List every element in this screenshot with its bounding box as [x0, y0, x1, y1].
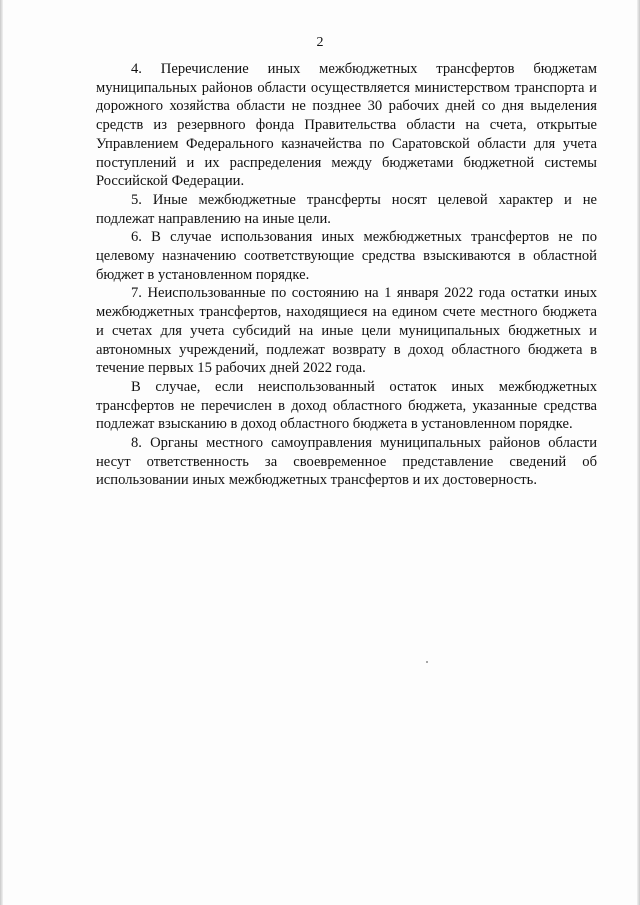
- document-body: [96, 60, 597, 490]
- scan-speck: [426, 661, 428, 663]
- scan-edge-left: [0, 0, 3, 905]
- paragraph-7-continuation: В случае, если неиспользованный остаток иных межбюджетных трансфертов не перечислен в доход областного бюджета, указанные средства подлежат взысканию в доход областного бюджета в установленном порядке.: [96, 378, 597, 433]
- paragraph-6: 6. В случае использования иных межбюджетных трансфертов не по целевому назначению соответствующие средства взыскиваются в областной бюджет в установленном порядке.: [96, 229, 597, 283]
- paragraph-7: 7. Неиспользованные по состоянию на 1 января 2022 года остатки иных межбюджетных трансфертов, находящиеся на едином счете местного бюджета и счетах для учета субсидий на иные цели муниципальных бюджетных и автономных учреждений, подлежат возврату в доход областного бюджета в течение первых 15 рабочих дней 2022 года.: [96, 285, 597, 377]
- paragraph-5: 5. Иные межбюджетные трансферты носят целевой характер и не подлежат направлению на иные цели.: [96, 191, 597, 227]
- paragraph-8: 8. Органы местного самоуправления муниципальных районов области несут ответственность за своевременное представление сведений об использовании иных межбюджетных трансфертов и их достоверность.: [96, 435, 597, 489]
- page-number: 2: [316, 35, 324, 50]
- paragraph-4: 4. Перечисление иных межбюджетных трансфертов бюджетам муниципальных районов области осуществляется министерством транспорта и дорожного хозяйства области не позднее 30 рабочих дней со дня выделения средств из резервного фонда Правительства области на счета, открытые Управлением Федерального казначейства по Саратовской области для учета поступлений и их распределения между бюджетами бюджетной системы Российской Федерации.: [96, 61, 597, 190]
